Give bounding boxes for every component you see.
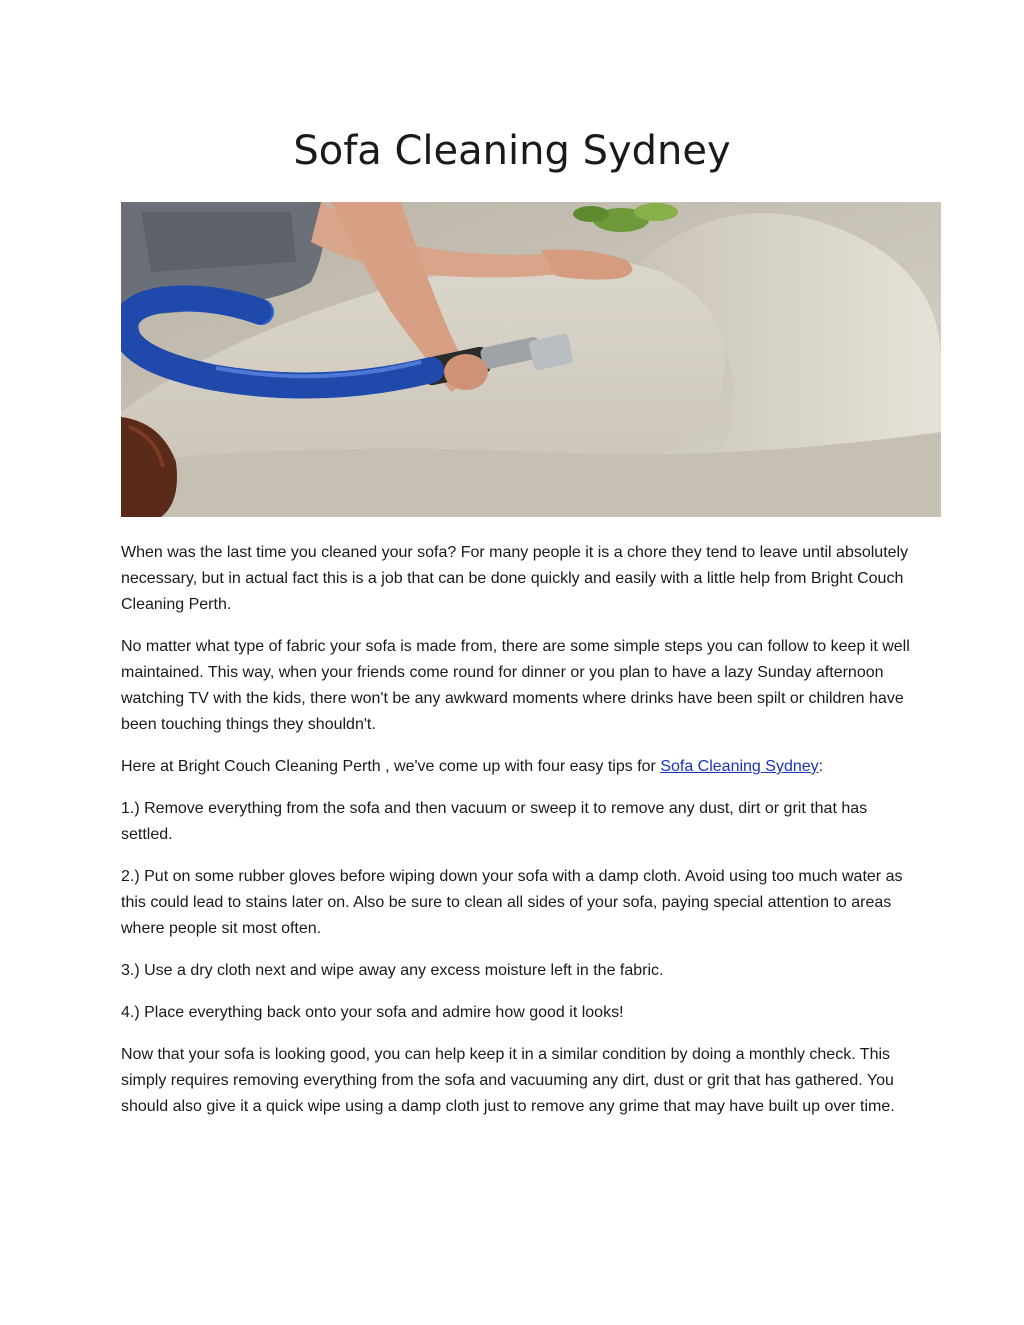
paragraph-final: Now that your sofa is looking good, you can help keep it in a similar condition by doing a monthly check. This simply requires removing everything from the sofa and vacuuming any dirt, dust or grit that has gathered. You should also give it a quick wipe using a damp cloth just to remove any grime that may have built up over time. <box>121 1046 895 1115</box>
page-title: Sofa Cleaning Sydney <box>293 128 731 174</box>
paragraph-tips-intro <box>121 754 911 780</box>
tip-3: 3.) Use a dry cloth next and wipe away any excess moisture left in the fabric. <box>121 962 664 979</box>
paragraph-fabric: No matter what type of fabric your sofa is made from, there are some simple steps you can follow to keep it well maintained. This way, when your friends come round for dinner or you plan to have a lazy Sunday afternoon watching TV with the kids, there won't be any awkward moments where drinks have been spilt or children have been touching things they shouldn't. <box>121 638 910 733</box>
tips-intro-colon: : <box>818 758 824 775</box>
article-body <box>121 540 911 1136</box>
tip-2: 2.) Put on some rubber gloves before wiping down your sofa with a damp cloth. Avoid using too much water as this could lead to stains later on. Also be sure to clean all sides of your sofa, paying special attention to areas where people sit most often. <box>121 868 903 937</box>
tip-1: 1.) Remove everything from the sofa and then vacuum or sweep it to remove any dust, dirt or grit that has settled. <box>121 800 868 843</box>
paragraph-intro: When was the last time you cleaned your sofa? For many people it is a chore they tend to leave until absolutely necessary, but in actual fact this is a job that can be done quickly and easily with a little help from Bright Couch Cleaning Perth. <box>121 544 909 613</box>
tip-4: 4.) Place everything back onto your sofa and admire how good it looks! <box>121 1004 624 1021</box>
sofa-cleaning-photo <box>121 202 941 517</box>
tips-intro-text: Here at Bright Couch Cleaning Perth , we've come up with four easy tips for <box>121 758 661 775</box>
sofa-cleaning-sydney-link[interactable]: Sofa Cleaning Sydney <box>660 758 819 775</box>
sofa-cleaning-illustration <box>121 202 941 517</box>
